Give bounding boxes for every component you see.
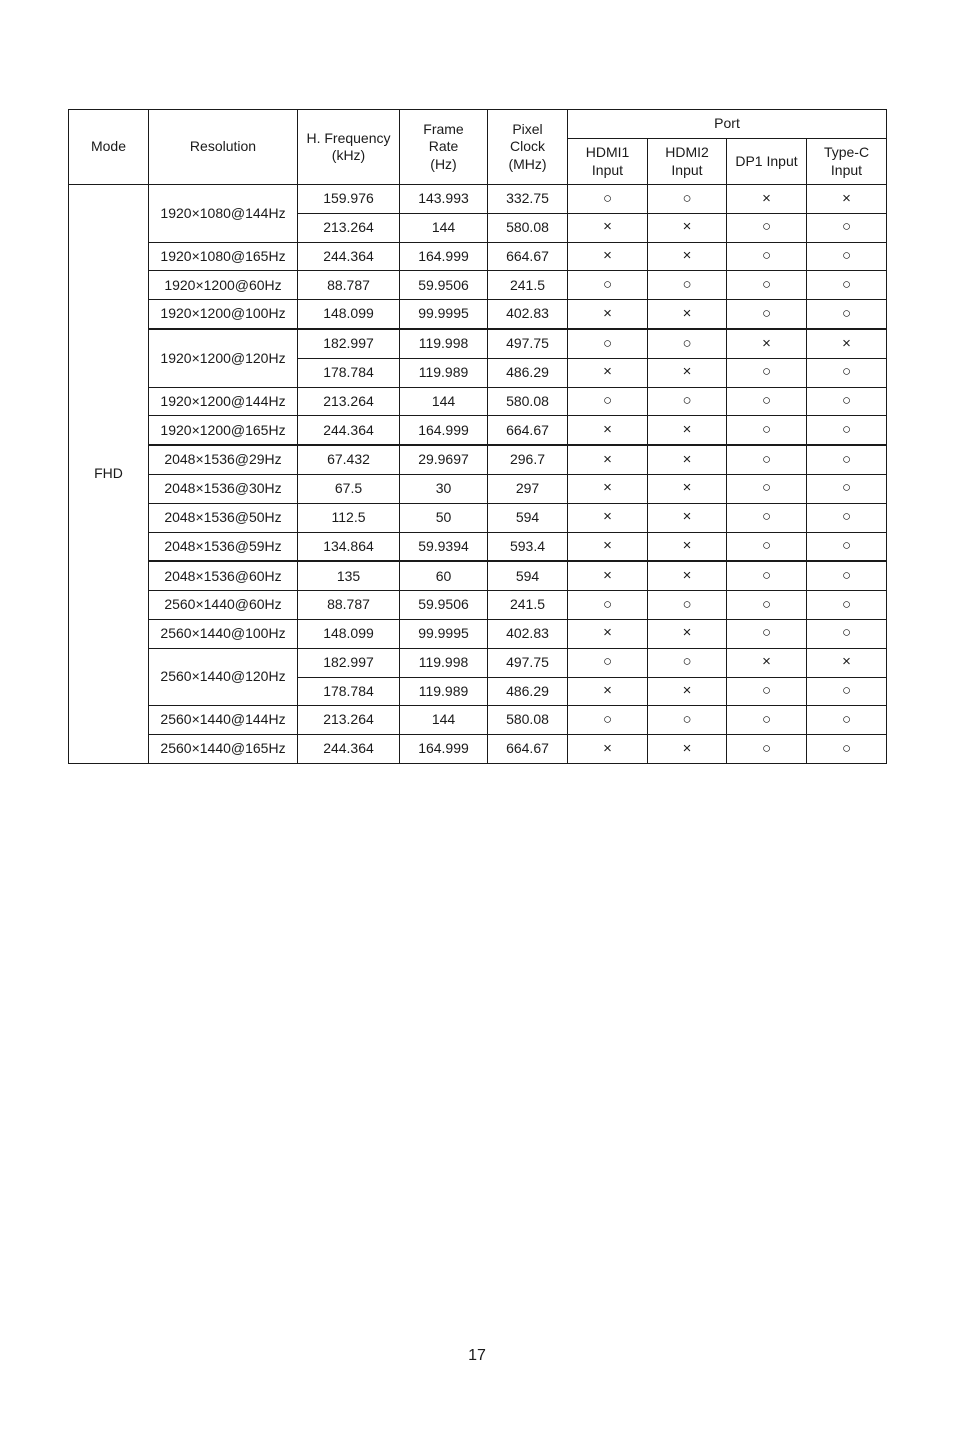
hdmi2-support-cell: ○	[648, 648, 727, 677]
pixel-clock-cell: 486.29	[488, 358, 568, 387]
hdmi2-support-cell: ×	[648, 677, 727, 706]
header-hdmi1: HDMI1 Input	[568, 139, 648, 185]
h-frequency-cell: 67.432	[298, 445, 400, 474]
h-frequency-cell: 244.364	[298, 416, 400, 445]
typec-support-cell: ○	[807, 416, 887, 445]
table-row	[69, 300, 887, 329]
frame-rate-cell: 119.998	[400, 648, 488, 677]
header-typec: Type-C Input	[807, 139, 887, 185]
hdmi1-support-cell: ×	[568, 213, 648, 242]
hdmi1-support-cell: ○	[568, 387, 648, 416]
pixel-clock-cell: 664.67	[488, 242, 568, 271]
pixel-clock-cell: 402.83	[488, 300, 568, 329]
h-frequency-cell: 182.997	[298, 648, 400, 677]
typec-support-cell: ○	[807, 300, 887, 329]
hdmi2-support-cell: ×	[648, 445, 727, 474]
frame-rate-cell: 119.989	[400, 358, 488, 387]
hdmi1-support-cell: ×	[568, 503, 648, 532]
dp1-support-cell: ○	[727, 387, 807, 416]
pixel-clock-cell: 664.67	[488, 416, 568, 445]
frame-rate-cell: 59.9506	[400, 591, 488, 620]
typec-support-cell: ○	[807, 242, 887, 271]
hdmi1-support-cell: ×	[568, 677, 648, 706]
hdmi2-support-cell: ○	[648, 706, 727, 735]
typec-support-cell: ○	[807, 445, 887, 474]
dp1-support-cell: ○	[727, 300, 807, 329]
h-frequency-cell: 67.5	[298, 474, 400, 503]
resolution-cell: 1920×1200@165Hz	[149, 416, 298, 445]
hdmi1-support-cell: ×	[568, 532, 648, 561]
dp1-support-cell: ○	[727, 213, 807, 242]
mode-cell: FHD	[69, 185, 149, 764]
table-row	[69, 648, 887, 677]
typec-support-cell: ×	[807, 185, 887, 214]
typec-support-cell: ○	[807, 619, 887, 648]
hdmi1-support-cell: ×	[568, 561, 648, 590]
dp1-support-cell: ○	[727, 561, 807, 590]
pixel-clock-cell: 580.08	[488, 387, 568, 416]
frame-rate-cell: 143.993	[400, 185, 488, 214]
table-row	[69, 185, 887, 214]
typec-support-cell: ○	[807, 677, 887, 706]
frame-rate-cell: 59.9394	[400, 532, 488, 561]
h-frequency-cell: 213.264	[298, 387, 400, 416]
hdmi1-support-cell: ×	[568, 242, 648, 271]
frame-rate-cell: 99.9995	[400, 300, 488, 329]
pixel-clock-cell: 241.5	[488, 591, 568, 620]
hdmi2-support-cell: ×	[648, 242, 727, 271]
frame-rate-cell: 164.999	[400, 416, 488, 445]
dp1-support-cell: ○	[727, 503, 807, 532]
header-port: Port	[568, 110, 887, 139]
dp1-support-cell: ○	[727, 445, 807, 474]
h-frequency-cell: 178.784	[298, 358, 400, 387]
h-frequency-cell: 244.364	[298, 735, 400, 764]
header-dp1: DP1 Input	[727, 139, 807, 185]
resolution-cell: 1920×1200@60Hz	[149, 271, 298, 300]
dp1-support-cell: ○	[727, 706, 807, 735]
pixel-clock-cell: 593.4	[488, 532, 568, 561]
table-row	[69, 271, 887, 300]
header-mode: Mode	[69, 110, 149, 185]
pixel-clock-cell: 297	[488, 474, 568, 503]
resolution-cell: 2048×1536@29Hz	[149, 445, 298, 474]
hdmi2-support-cell: ×	[648, 358, 727, 387]
hdmi1-support-cell: ×	[568, 445, 648, 474]
table-row	[69, 474, 887, 503]
hdmi1-support-cell: ○	[568, 591, 648, 620]
h-frequency-cell: 182.997	[298, 329, 400, 358]
frame-rate-cell: 119.998	[400, 329, 488, 358]
hdmi1-support-cell: ○	[568, 185, 648, 214]
pixel-clock-cell: 402.83	[488, 619, 568, 648]
typec-support-cell: ×	[807, 329, 887, 358]
dp1-support-cell: ○	[727, 619, 807, 648]
typec-support-cell: ○	[807, 271, 887, 300]
h-frequency-cell: 213.264	[298, 213, 400, 242]
table-row	[69, 242, 887, 271]
hdmi2-support-cell: ○	[648, 387, 727, 416]
pixel-clock-cell: 580.08	[488, 706, 568, 735]
frame-rate-cell: 59.9506	[400, 271, 488, 300]
frame-rate-cell: 50	[400, 503, 488, 532]
frame-rate-cell: 29.9697	[400, 445, 488, 474]
typec-support-cell: ○	[807, 213, 887, 242]
pixel-clock-cell: 664.67	[488, 735, 568, 764]
h-frequency-cell: 88.787	[298, 271, 400, 300]
hdmi2-support-cell: ○	[648, 185, 727, 214]
header-frame-rate: Frame Rate (Hz)	[400, 110, 488, 185]
hdmi1-support-cell: ×	[568, 300, 648, 329]
resolution-cell: 2560×1440@60Hz	[149, 591, 298, 620]
hdmi2-support-cell: ×	[648, 213, 727, 242]
table-row	[69, 416, 887, 445]
h-frequency-cell: 135	[298, 561, 400, 590]
frame-rate-cell: 30	[400, 474, 488, 503]
resolution-cell: 2560×1440@144Hz	[149, 706, 298, 735]
frame-rate-cell: 144	[400, 213, 488, 242]
resolution-cell: 1920×1200@120Hz	[149, 329, 298, 387]
h-frequency-cell: 178.784	[298, 677, 400, 706]
header-resolution: Resolution	[149, 110, 298, 185]
resolution-cell: 1920×1200@144Hz	[149, 387, 298, 416]
pixel-clock-cell: 241.5	[488, 271, 568, 300]
hdmi2-support-cell: ×	[648, 503, 727, 532]
table-row	[69, 329, 887, 358]
dp1-support-cell: ○	[727, 271, 807, 300]
h-frequency-cell: 112.5	[298, 503, 400, 532]
table-row	[69, 619, 887, 648]
timing-table	[68, 109, 887, 764]
hdmi1-support-cell: ○	[568, 648, 648, 677]
typec-support-cell: ○	[807, 474, 887, 503]
table-row	[69, 706, 887, 735]
dp1-support-cell: ×	[727, 185, 807, 214]
resolution-cell: 2048×1536@59Hz	[149, 532, 298, 561]
hdmi1-support-cell: ○	[568, 329, 648, 358]
resolution-cell: 1920×1080@144Hz	[149, 185, 298, 243]
table-row	[69, 445, 887, 474]
resolution-cell: 2048×1536@60Hz	[149, 561, 298, 590]
pixel-clock-cell: 580.08	[488, 213, 568, 242]
typec-support-cell: ○	[807, 706, 887, 735]
hdmi1-support-cell: ×	[568, 416, 648, 445]
frame-rate-cell: 99.9995	[400, 619, 488, 648]
hdmi2-support-cell: ×	[648, 416, 727, 445]
hdmi2-support-cell: ×	[648, 532, 727, 561]
resolution-cell: 2560×1440@100Hz	[149, 619, 298, 648]
hdmi2-support-cell: ×	[648, 735, 727, 764]
hdmi2-support-cell: ×	[648, 619, 727, 648]
table-row	[69, 503, 887, 532]
frame-rate-cell: 164.999	[400, 242, 488, 271]
hdmi1-support-cell: ×	[568, 735, 648, 764]
h-frequency-cell: 148.099	[298, 619, 400, 648]
resolution-cell: 2560×1440@165Hz	[149, 735, 298, 764]
typec-support-cell: ×	[807, 648, 887, 677]
page-number: 17	[468, 1347, 486, 1364]
typec-support-cell: ○	[807, 591, 887, 620]
dp1-support-cell: ×	[727, 648, 807, 677]
frame-rate-cell: 119.989	[400, 677, 488, 706]
hdmi1-support-cell: ×	[568, 619, 648, 648]
h-frequency-cell: 159.976	[298, 185, 400, 214]
hdmi2-support-cell: ×	[648, 300, 727, 329]
dp1-support-cell: ○	[727, 532, 807, 561]
table-row	[69, 591, 887, 620]
dp1-support-cell: ○	[727, 677, 807, 706]
h-frequency-cell: 148.099	[298, 300, 400, 329]
pixel-clock-cell: 296.7	[488, 445, 568, 474]
pixel-clock-cell: 594	[488, 561, 568, 590]
typec-support-cell: ○	[807, 561, 887, 590]
dp1-support-cell: ○	[727, 474, 807, 503]
header-h-frequency: H. Frequency (kHz)	[298, 110, 400, 185]
resolution-cell: 1920×1200@100Hz	[149, 300, 298, 329]
hdmi2-support-cell: ×	[648, 561, 727, 590]
resolution-cell: 2048×1536@50Hz	[149, 503, 298, 532]
pixel-clock-cell: 332.75	[488, 185, 568, 214]
pixel-clock-cell: 594	[488, 503, 568, 532]
frame-rate-cell: 164.999	[400, 735, 488, 764]
hdmi2-support-cell: ○	[648, 329, 727, 358]
hdmi1-support-cell: ×	[568, 358, 648, 387]
typec-support-cell: ○	[807, 387, 887, 416]
header-pixel-clock: Pixel Clock (MHz)	[488, 110, 568, 185]
h-frequency-cell: 244.364	[298, 242, 400, 271]
dp1-support-cell: ○	[727, 358, 807, 387]
h-frequency-cell: 88.787	[298, 591, 400, 620]
pixel-clock-cell: 497.75	[488, 648, 568, 677]
typec-support-cell: ○	[807, 735, 887, 764]
resolution-cell: 2048×1536@30Hz	[149, 474, 298, 503]
header-hdmi2: HDMI2 Input	[648, 139, 727, 185]
pixel-clock-cell: 497.75	[488, 329, 568, 358]
typec-support-cell: ○	[807, 358, 887, 387]
h-frequency-cell: 134.864	[298, 532, 400, 561]
pixel-clock-cell: 486.29	[488, 677, 568, 706]
hdmi1-support-cell: ×	[568, 474, 648, 503]
dp1-support-cell: ○	[727, 735, 807, 764]
dp1-support-cell: ○	[727, 591, 807, 620]
table-row	[69, 532, 887, 561]
table-row	[69, 561, 887, 590]
typec-support-cell: ○	[807, 503, 887, 532]
frame-rate-cell: 144	[400, 706, 488, 735]
resolution-cell: 1920×1080@165Hz	[149, 242, 298, 271]
table-row	[69, 387, 887, 416]
dp1-support-cell: ○	[727, 242, 807, 271]
hdmi1-support-cell: ○	[568, 271, 648, 300]
resolution-cell: 2560×1440@120Hz	[149, 648, 298, 706]
frame-rate-cell: 144	[400, 387, 488, 416]
table-header	[69, 110, 887, 185]
hdmi1-support-cell: ○	[568, 706, 648, 735]
frame-rate-cell: 60	[400, 561, 488, 590]
hdmi2-support-cell: ×	[648, 474, 727, 503]
hdmi2-support-cell: ○	[648, 271, 727, 300]
table-row	[69, 735, 887, 764]
h-frequency-cell: 213.264	[298, 706, 400, 735]
hdmi2-support-cell: ○	[648, 591, 727, 620]
table-body	[69, 185, 887, 764]
dp1-support-cell: ×	[727, 329, 807, 358]
typec-support-cell: ○	[807, 532, 887, 561]
dp1-support-cell: ○	[727, 416, 807, 445]
